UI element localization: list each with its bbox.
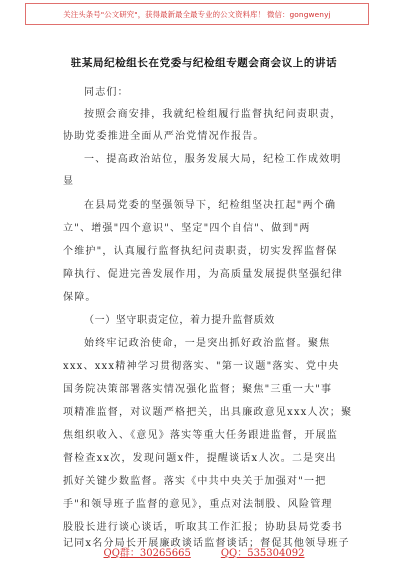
paragraph-line: 障执行、促进完善发展作用，为高质量发展提供坚强纪律 bbox=[63, 269, 343, 280]
promo-banner bbox=[25, 3, 369, 25]
paragraph-line: 手"和领导班子监督的意见》，重点对法制股、风险管理 bbox=[63, 499, 333, 510]
paragraph-line: 在县局党委的坚强领导下，纪检组坚决扛起"两个确 bbox=[84, 200, 337, 211]
paragraph-line: 股股长进行谈心谈话，听取其工作汇报；协助县局党委书 bbox=[63, 522, 343, 533]
section-heading: 显 bbox=[63, 176, 75, 187]
paragraph-line: 立"、增强"四个意识"、坚定"四个自信"、做到"两 bbox=[63, 223, 311, 234]
paragraph-line: 保障。 bbox=[63, 292, 97, 303]
footer-contact bbox=[0, 544, 408, 559]
salutation: 同志们： bbox=[84, 87, 129, 98]
paragraph-line: xxx、xxx精神学习贯彻落实、"第一议题"落实、党中央 bbox=[63, 361, 340, 372]
paragraph-line: 个维护"，认真履行监督执纪问责职责，切实发挥监督保 bbox=[63, 246, 338, 257]
qq-contact-link[interactable]: QQ：535304092 bbox=[220, 548, 305, 559]
section-heading: 一、提高政治站位，服务发展大局，纪检工作成效明 bbox=[84, 154, 342, 165]
wechat-id-text: 微信：gongwenyj bbox=[267, 9, 331, 19]
paragraph-line: 协助党委推进全面从严治党情况作报告。 bbox=[63, 131, 265, 142]
subsection-heading: （一）坚守职责定位，着力提升监督质效 bbox=[84, 315, 275, 326]
paragraph-line: 国务院决策部署落实情况强化监督；聚焦"三重一大"事 bbox=[63, 384, 333, 395]
paragraph-line: 焦组织收入、《意见》落实等重大任务跟进监督，开展监 bbox=[63, 430, 338, 441]
paragraph-line: 督检查xx次，发现问题x件，提醒谈话x人次。二是突出 bbox=[63, 453, 337, 464]
paragraph-line: 项精准监督，对议题严格把关，出具廉政意见xxx人次；聚 bbox=[63, 407, 353, 418]
paragraph-line: 按照会商安排，我就纪检组履行监督执纪问责职责， bbox=[84, 109, 342, 120]
qq-group-link[interactable]: QQ群：30265665 bbox=[103, 548, 191, 559]
paragraph-line: 抓好关键少数监督。落实《中共中央关于加强对"一把 bbox=[63, 476, 327, 487]
document-title: 驻某局纪检组长在党委与纪检组专题会商会议上的讲话 bbox=[70, 57, 338, 69]
paragraph-line: 始终牢记政治使命，一是突出抓好政治监督。聚焦 bbox=[84, 338, 331, 349]
promo-banner-text: 关注头条号"公文研究"，获得最新最全最专业的公文资料库！ bbox=[63, 9, 266, 19]
paragraph-line: 记同x名分局长开展廉政谈话监督谈话；督促其他领导班子 bbox=[63, 538, 350, 549]
